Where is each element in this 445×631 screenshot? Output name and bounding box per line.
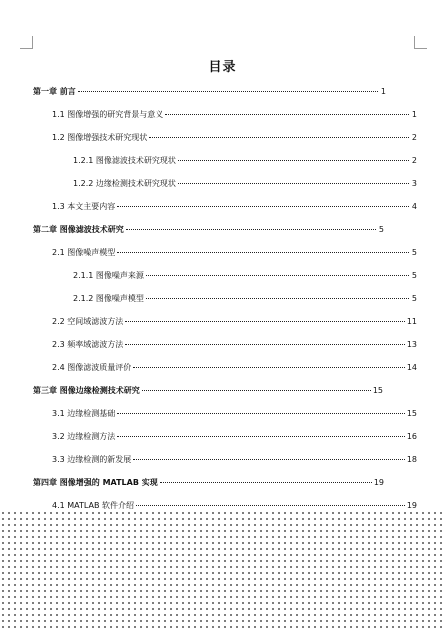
toc-entry-text: 1.2 图像增强技术研究现状 [52,133,148,142]
toc-entry-page: 3 [411,179,417,188]
toc-leader [160,482,372,483]
toc-entry-text: 1.2.1 图像滤波技术研究现状 [73,156,176,165]
toc-entry-text: 4.1 MATLAB 软件介绍 [52,501,135,510]
toc-entry[interactable] [52,317,417,327]
toc-entry[interactable] [33,87,386,97]
toc-entry[interactable] [73,271,417,281]
toc-entry[interactable] [73,294,417,304]
toc-entry-page: 11 [406,317,417,326]
toc-entry[interactable] [52,501,417,511]
toc-leader [178,160,409,161]
toc-entry-page: 5 [411,248,417,257]
toc-entry-page: 2 [411,133,417,142]
toc-entry-page: 16 [406,432,417,441]
toc-entry-page: 5 [411,271,417,280]
toc-leader [149,137,409,138]
toc-entry-page: 1 [411,110,417,119]
toc-leader [126,229,376,230]
toc-entry-text: 2.3 频率域滤波方法 [52,340,124,349]
toc-leader [117,413,405,414]
toc-entry[interactable] [52,432,417,442]
toc-entry-page: 14 [406,363,417,372]
crop-mark-top-right [414,36,427,49]
toc-entry[interactable] [52,133,417,143]
dotted-watermark-pattern [0,510,445,631]
toc-entry-text: 2.1.1 图像噪声来源 [73,271,144,280]
toc-entry[interactable] [52,110,417,120]
toc-entry-text: 第二章 图像滤波技术研究 [33,225,124,234]
toc-entry-text: 第三章 图像边缘检测技术研究 [33,386,140,395]
crop-mark-top-left [20,36,33,49]
toc-entry-text: 1.3 本文主要内容 [52,202,116,211]
toc-entry-page: 15 [406,409,417,418]
toc-entry[interactable] [52,248,417,258]
toc-leader [136,505,405,506]
toc-entry[interactable] [33,478,384,488]
toc-entry-text: 3.2 边缘检测方法 [52,432,116,441]
toc-entry[interactable] [52,340,417,350]
toc-entry-text: 1.1 图像增强的研究背景与意义 [52,110,164,119]
toc-leader [142,390,371,391]
toc-entry[interactable] [52,455,417,465]
toc-leader [178,183,409,184]
toc-entry-text: 2.1.2 图像噪声模型 [73,294,144,303]
toc-entry-page: 18 [406,455,417,464]
toc-leader [125,344,405,345]
toc-entry[interactable] [33,225,384,235]
toc-entry-page: 13 [406,340,417,349]
toc-entry[interactable] [52,202,417,212]
toc-leader [117,206,409,207]
toc-leader [117,436,405,437]
page-title: 目录 [208,60,237,75]
toc-entry-page: 15 [372,386,383,395]
toc-entry-text: 2.4 图像滤波质量评价 [52,363,132,372]
toc-entry-text: 2.2 空间域滤波方法 [52,317,124,326]
toc-entry-page: 19 [406,501,417,510]
toc-entry-text: 3.1 边缘检测基础 [52,409,116,418]
toc-entry-text: 3.3 边缘检测的新发展 [52,455,132,464]
toc-entry-text: 第一章 前言 [33,87,76,96]
toc-entry-page: 19 [373,478,384,487]
toc-entry-text: 1.2.2 边缘检测技术研究现状 [73,179,176,188]
toc-leader [117,252,409,253]
toc-leader [146,275,409,276]
toc-entry-page: 1 [380,87,386,96]
toc-leader [125,321,405,322]
toc-leader [133,367,405,368]
toc-leader [146,298,409,299]
toc-entry-page: 5 [378,225,384,234]
toc-entry[interactable] [52,409,417,419]
toc-leader [78,91,378,92]
toc-leader [133,459,405,460]
toc-entry-text: 第四章 图像增强的 MATLAB 实现 [33,478,158,487]
toc-entry-page: 2 [411,156,417,165]
toc-entry[interactable] [33,386,383,396]
toc-entry-text: 2.1 图像噪声模型 [52,248,116,257]
toc-entry[interactable] [73,156,417,166]
toc-entry[interactable] [52,363,417,373]
toc-entry-page: 5 [411,294,417,303]
toc-entry-page: 4 [411,202,417,211]
toc-entry[interactable] [73,179,417,189]
toc-leader [165,114,409,115]
